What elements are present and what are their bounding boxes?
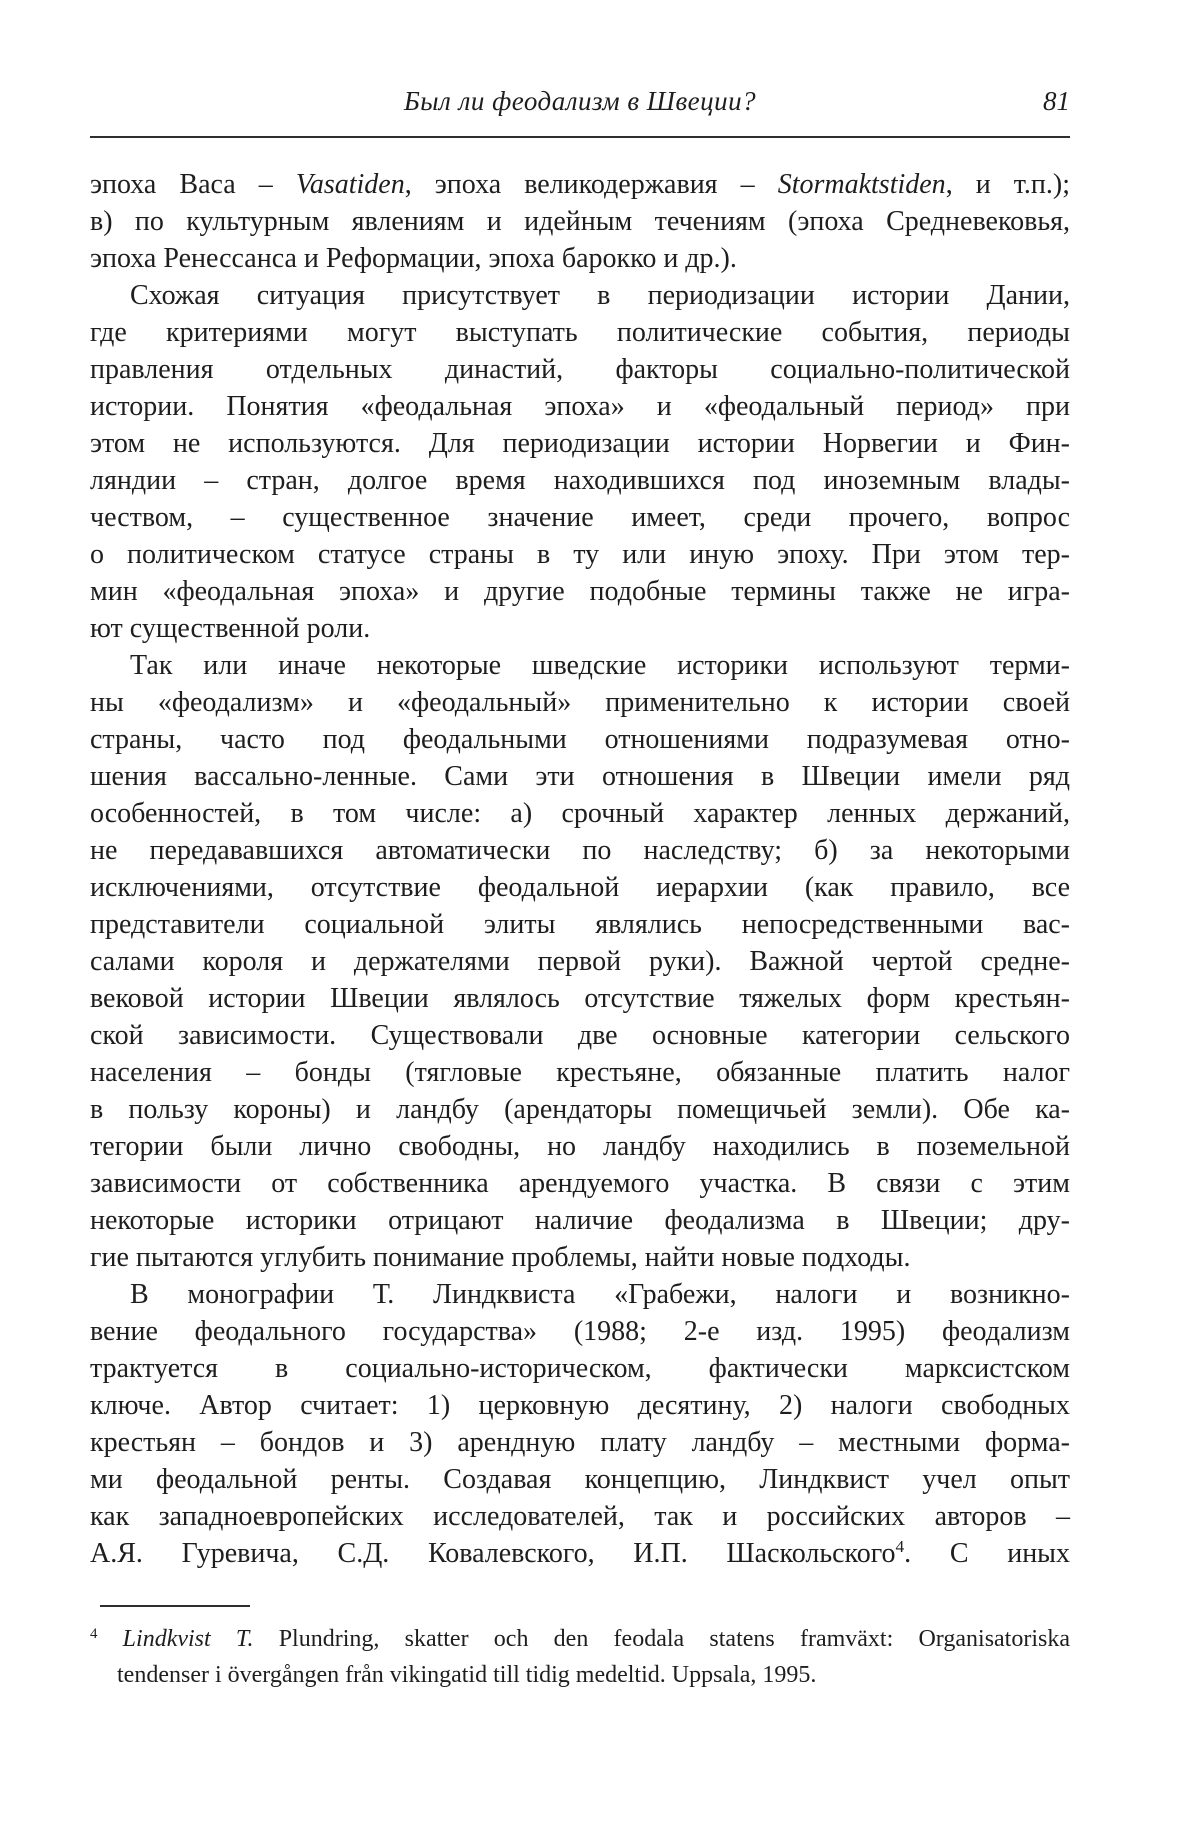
text-line: Схожая ситуация присутствует в периодизации истории Дании,: [130, 280, 1070, 311]
text-line: ляндии – стран, долгое время находившихся под иноземным влады-: [90, 465, 1070, 496]
text-line: ми феодальной ренты. Создавая концепцию, Линдквист учел опыт: [90, 1464, 1070, 1495]
text-line: В монографии Т. Линдквиста «Грабежи, налоги и возникно-: [130, 1279, 1070, 1310]
text-line: представители социальной элиты являлись непосредственными вас-: [90, 909, 1070, 940]
running-header: [90, 84, 1070, 118]
text-line: ключе. Автор считает: 1) церковную десятину, 2) налоги свободных: [90, 1390, 1070, 1421]
footnote-reference: 4: [895, 1537, 905, 1557]
italic-text: Stormaktstiden: [777, 169, 946, 200]
header-rule: [90, 136, 1070, 138]
text-line: эпоха Васа – Vasatiden, эпоха великодержавия – Stormaktstiden, и т.п.);: [90, 169, 1071, 200]
paragraph: [90, 647, 1070, 1276]
text-line: эпоха Ренессанса и Реформации, эпоха барокко и др.).: [90, 243, 737, 274]
text-line: этом не используются. Для периодизации истории Норвегии и Фин-: [90, 428, 1070, 459]
page-title: Был ли феодализм в Швеции?: [403, 86, 757, 116]
text-line: чеством, – существенное значение имеет, среди прочего, вопрос: [90, 502, 1070, 533]
text-line: гие пытаются углубить понимание проблемы, найти новые подходы.: [90, 1242, 911, 1273]
text-line: Так или иначе некоторые шведские историки используют терми-: [130, 650, 1070, 681]
text-line: салами короля и держателями первой руки). Важной чертой средне-: [90, 946, 1070, 977]
text-line: населения – бонды (тягловые крестьяне, обязанные платить налог: [90, 1057, 1070, 1088]
text-line: как западноевропейских исследователей, так и российских авторов –: [90, 1501, 1070, 1532]
text-line: истории. Понятия «феодальная эпоха» и «феодальный период» при: [90, 391, 1070, 422]
text-line: о политическом статусе страны в ту или иную эпоху. При этом тер-: [90, 539, 1070, 570]
page-body: [90, 166, 1070, 1575]
text-line: правления отдельных династий, факторы социально-политической: [90, 354, 1070, 385]
text-line: ской зависимости. Существовали две основные категории сельского: [90, 1020, 1070, 1051]
text-line: А.Я. Гуревича, С.Д. Ковалевского, И.П. Шаскольского$^4$. С иных: [90, 1537, 1070, 1569]
text-line: крестьян – бондов и 3) арендную плату ландбу – местными форма-: [90, 1427, 1070, 1458]
paragraph: [90, 1276, 1070, 1575]
text-line: особенностей, в том числе: а) срочный характер ленных держаний,: [90, 798, 1070, 829]
paragraph: [90, 166, 1070, 277]
text-line: мин «феодальная эпоха» и другие подобные термины также не игра-: [90, 576, 1070, 607]
text-line: в) по культурным явлениям и идейным течениям (эпоха Средневековья,: [90, 206, 1070, 237]
text-line: в пользу короны) и ландбу (арендаторы помещичьей земли). Обе ка-: [90, 1094, 1070, 1125]
text-line: вение феодального государства» (1988; 2-е изд. 1995) феодализм: [90, 1316, 1070, 1347]
text-line: исключениями, отсутствие феодальной иерархии (как правило, все: [90, 872, 1070, 903]
text-line: ют существенной роли.: [90, 613, 371, 644]
text-line: зависимости от собственника арендуемого участка. В связи с этим: [90, 1168, 1070, 1199]
text-line: трактуется в социально-историческом, фактически марксистском: [90, 1353, 1070, 1384]
text-line: страны, часто под феодальными отношениями подразумевая отно-: [90, 724, 1070, 755]
footnote: [90, 1623, 1070, 1692]
text-line: $^4$ Lindkvist T. Plundring, skatter och den feodala statens framväxt: Organisatoriska: [90, 1625, 1071, 1652]
italic-text: Lindkvist T.: [122, 1626, 254, 1652]
text-line: шения вассально-ленные. Сами эти отношения в Швеции имели ряд: [90, 761, 1070, 792]
footnote-text: [90, 1623, 1070, 1692]
paragraph: [90, 277, 1070, 647]
text-block: [90, 0, 1070, 1692]
text-line: где критериями могут выступать политические события, периоды: [90, 317, 1070, 348]
footnote-separator: [100, 1605, 250, 1607]
text-line: не передававшихся автоматически по наследству; б) за некоторыми: [90, 835, 1070, 866]
page-number: 81: [1043, 86, 1070, 116]
text-line: тегории были лично свободны, но ландбу находились в поземельной: [90, 1131, 1070, 1162]
footnote-reference: 4: [90, 1625, 98, 1642]
text-line: ны «феодализм» и «феодальный» применительно к истории своей: [90, 687, 1070, 718]
text-line: некоторые историки отрицают наличие феодализма в Швеции; дру-: [90, 1205, 1070, 1236]
italic-text: Vasatiden: [295, 169, 405, 200]
text-line: tendenser i övergången från vikingatid till tidig medeltid. Uppsala, 1995.: [117, 1662, 817, 1688]
text-line: вековой истории Швеции являлось отсутствие тяжелых форм крестьян-: [90, 983, 1070, 1014]
